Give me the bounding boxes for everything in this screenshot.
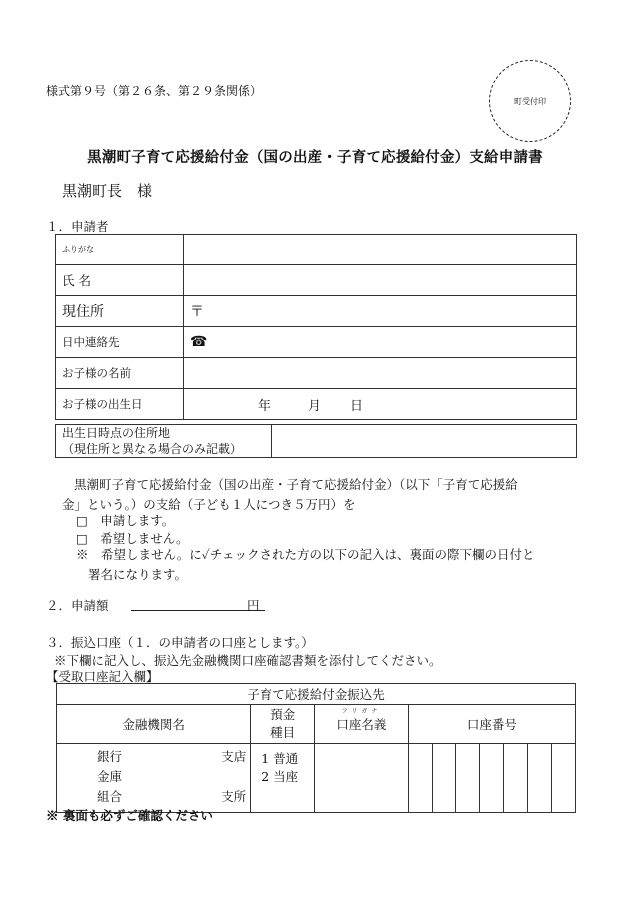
postal-mark-icon: 〒	[190, 304, 204, 320]
account-holder-label: 口座名義	[336, 717, 387, 732]
birth-address-field[interactable]	[272, 425, 577, 458]
deposit-type-header-2: 種目	[270, 725, 296, 740]
child-birthdate-row	[56, 389, 577, 420]
section2-heading: ２．申請額	[46, 598, 109, 613]
bank-table-header-row	[57, 705, 576, 744]
account-digit-4[interactable]	[480, 744, 504, 813]
child-birthdate-label: お子様の出生日	[56, 389, 184, 420]
address-field[interactable]	[184, 296, 577, 327]
decline-note-line-1: ※ 希望しません。に✓チェックされた方の以下の記入は、裏面の際下欄の日付と	[76, 547, 535, 562]
account-holder-field[interactable]	[315, 744, 409, 813]
account-digit-2[interactable]	[432, 744, 456, 813]
section3-note: ※下欄に記入し、振込先金融機関口座確認書類を添付してください。	[54, 653, 442, 668]
yen-unit: 円	[247, 598, 260, 613]
stamp-label: 町受付印	[514, 96, 546, 106]
address-label: 現住所	[56, 296, 184, 327]
deposit-type-header-1: 預金	[270, 707, 296, 722]
name-label: 氏 名	[56, 265, 184, 296]
reception-stamp-circle	[489, 60, 571, 142]
telephone-icon: ☎	[190, 334, 208, 350]
bank-kind-kumiai: 組合	[97, 789, 123, 804]
bank-name-header: 金融機関名	[57, 705, 251, 744]
account-number-header: 口座番号	[408, 705, 575, 744]
birth-address-label-2: （現住所と異なる場合のみ記載）	[62, 442, 243, 456]
birth-address-label-1: 出生日時点の住所地	[62, 426, 171, 440]
decline-note	[76, 545, 586, 585]
amount-field[interactable]	[131, 610, 265, 611]
form-number: 様式第９号（第２６条、第２９条関係）	[46, 84, 263, 98]
furigana-row	[56, 235, 577, 265]
address-row	[56, 296, 577, 327]
addressee: 黒潮町長 様	[62, 182, 153, 200]
account-holder-ruby: フリガナ	[341, 708, 382, 715]
section3-heading: ３．振込口座（１．の申請者の口座とします。）	[46, 635, 314, 650]
deposit-type-field[interactable]	[251, 744, 315, 813]
furigana-label: ふりがな	[56, 235, 184, 265]
receive-account-label: 【受取口座記入欄】	[46, 669, 159, 684]
name-row	[56, 265, 577, 296]
furigana-field[interactable]	[184, 235, 577, 265]
year-label: 年	[258, 398, 272, 414]
type-current[interactable]: 2 当座	[261, 769, 299, 784]
bank-table-input-row	[57, 744, 576, 813]
bank-account-table	[56, 683, 576, 813]
account-digit-7[interactable]	[552, 744, 576, 813]
option-apply[interactable]: □ 申請します。	[76, 513, 175, 528]
month-label: 月	[308, 398, 322, 414]
bank-table-title: 子育て応援給付金振込先	[57, 684, 576, 705]
account-holder-ruby-wrap	[336, 708, 387, 733]
account-digit-1[interactable]	[408, 744, 432, 813]
birth-address-table	[55, 424, 577, 458]
birth-address-row	[56, 425, 577, 458]
phone-field[interactable]	[184, 327, 577, 358]
account-holder-header	[315, 705, 409, 744]
footer-note: ※ 裏面も必ずご確認ください	[46, 808, 213, 823]
bank-table-title-row	[57, 684, 576, 705]
section1-heading: １．申請者	[46, 219, 109, 234]
child-name-label: お子様の名前	[56, 358, 184, 389]
child-birthdate-field[interactable]	[184, 389, 577, 420]
deposit-type-header	[251, 705, 315, 744]
decline-note-line-2: 署名になります。	[88, 567, 188, 582]
account-digit-3[interactable]	[456, 744, 480, 813]
account-digit-6[interactable]	[528, 744, 552, 813]
account-digit-5[interactable]	[504, 744, 528, 813]
phone-label: 日中連絡先	[56, 327, 184, 358]
day-label: 日	[350, 398, 364, 414]
bank-name-field[interactable]	[57, 744, 251, 813]
bank-kind-kinko: 金庫	[97, 769, 123, 784]
branch-kind-shisho: 支所	[221, 789, 247, 804]
application-paragraph	[62, 475, 582, 515]
paragraph-line-2: 金」という。）の支給（子ども１人につき５万円）を	[62, 497, 356, 512]
branch-kind-shiten: 支店	[221, 749, 247, 764]
child-name-row	[56, 358, 577, 389]
applicant-table	[55, 234, 577, 420]
phone-row	[56, 327, 577, 358]
child-name-field[interactable]	[184, 358, 577, 389]
bank-kind-bank: 銀行	[97, 749, 123, 764]
document-title: 黒潮町子育て応援給付金（国の出産・子育て応援給付金）支給申請書	[87, 149, 543, 166]
type-ordinary[interactable]: 1 普通	[261, 751, 299, 766]
name-field[interactable]	[184, 265, 577, 296]
birth-address-label	[56, 425, 272, 458]
option-decline[interactable]: □ 希望しません。	[76, 531, 189, 546]
paragraph-line-1: 黒潮町子育て応援給付金（国の出産・子育て応援給付金）（以下「子育て応援給	[74, 477, 518, 492]
